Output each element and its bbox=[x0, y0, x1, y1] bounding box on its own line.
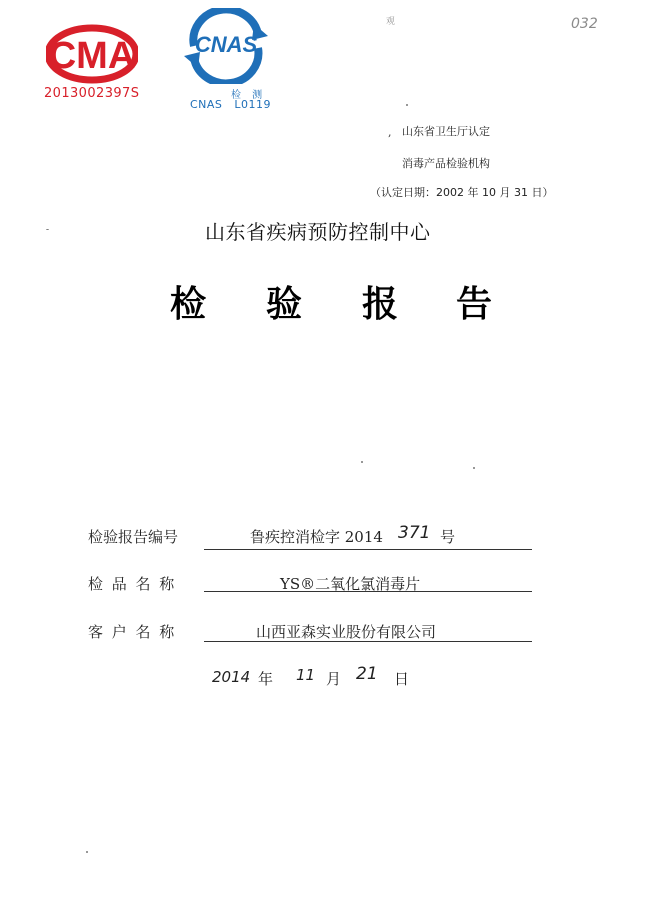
cnas-logo-text: CNAS bbox=[194, 32, 258, 57]
report-number-suffix: 号 bbox=[440, 528, 456, 546]
handwritten-mark: 观 bbox=[386, 17, 396, 27]
title-char: 验 bbox=[266, 283, 303, 325]
title-char: 检 bbox=[170, 283, 207, 325]
scan-speck bbox=[86, 851, 88, 853]
cma-logo bbox=[46, 24, 138, 84]
product-name-underline bbox=[204, 591, 532, 592]
date-year-char: 年 bbox=[258, 670, 274, 688]
client-name-label: 客 户 名 称 bbox=[88, 623, 177, 641]
scan-speck bbox=[361, 461, 363, 463]
accreditation-date: （认定日期：2002 年 10 月 31 日） bbox=[370, 186, 554, 199]
organization-name: 山东省疾病预防控制中心 bbox=[205, 220, 431, 244]
report-number-underline bbox=[204, 549, 532, 550]
scan-speck bbox=[473, 467, 475, 469]
date-month-handwritten: 11 bbox=[296, 666, 316, 684]
scan-speck bbox=[406, 104, 408, 106]
cnas-sub-label: 检 测 bbox=[231, 90, 267, 101]
title-char: 告 bbox=[456, 283, 493, 325]
report-number-prefix: 鲁疾控消检字 2014 bbox=[250, 528, 383, 546]
page-number: 032 bbox=[571, 16, 598, 32]
date-day-char: 日 bbox=[394, 670, 410, 688]
client-name-underline bbox=[204, 641, 532, 642]
title-char: 报 bbox=[362, 283, 399, 325]
date-day-handwritten: 21 bbox=[356, 664, 378, 684]
product-name-label: 检 品 名 称 bbox=[88, 575, 177, 593]
pen-tick-mark: , bbox=[388, 126, 392, 139]
date-year-handwritten: 2014 bbox=[212, 668, 251, 686]
scan-speck bbox=[46, 229, 49, 230]
report-number-handwritten: 371 bbox=[398, 523, 431, 543]
report-number-label: 检验报告编号 bbox=[88, 528, 179, 546]
date-month-char: 月 bbox=[326, 670, 342, 688]
cnas-code: CNAS L0119 bbox=[190, 98, 272, 111]
client-name-value: 山西亚森实业股份有限公司 bbox=[256, 623, 437, 641]
accreditation-line-1: 山东省卫生厅认定 bbox=[402, 125, 490, 138]
cnas-logo bbox=[180, 8, 272, 84]
product-name-value: YS®二氧化氯消毒片 bbox=[280, 575, 421, 593]
cma-logo-text: CMA bbox=[48, 35, 136, 77]
cma-certificate-number: 2013002397S bbox=[44, 86, 140, 101]
accreditation-line-2: 消毒产品检验机构 bbox=[402, 157, 490, 170]
